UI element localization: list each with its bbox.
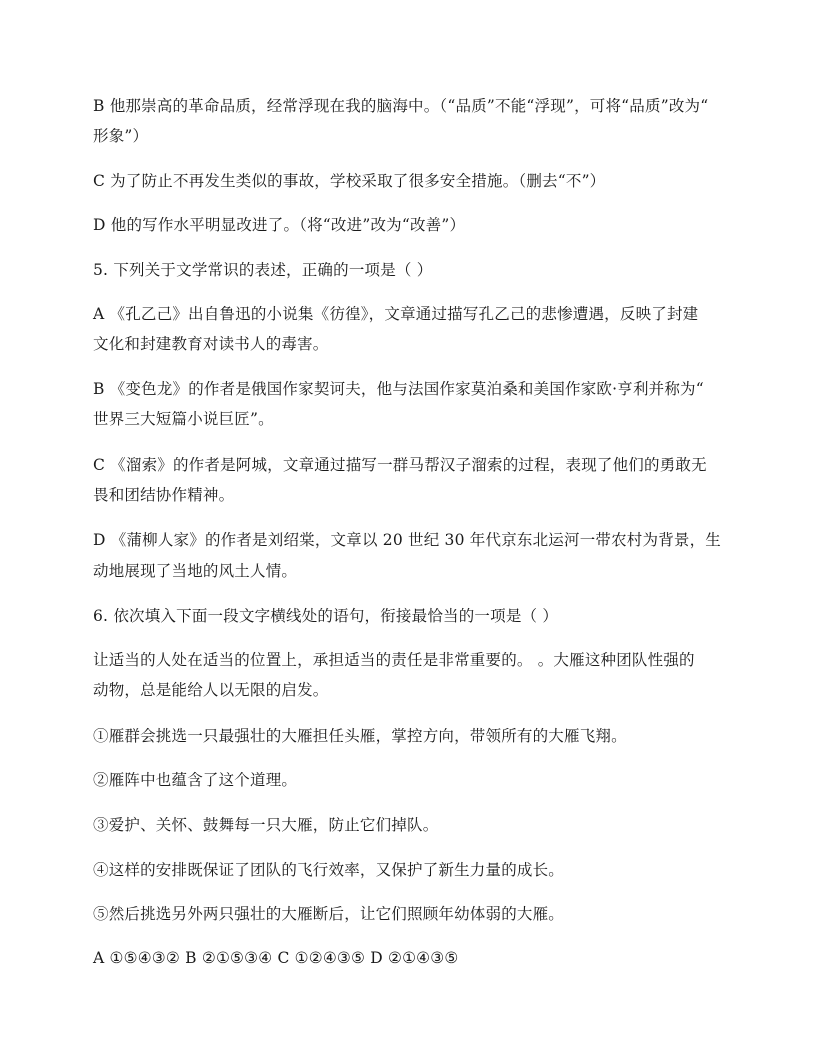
q5-option-d-line2: 动地展现了当地的风土人情。 [93, 562, 298, 580]
q5-option-a-line1: A 《孔乙己》出自鲁迅的小说集《彷徨》，文章通过描写孔乙己的悲惨遭遇，反映了封建 [93, 305, 699, 323]
q5-option-c-line2: 畏和团结协作精神。 [93, 486, 235, 504]
q5-option-c-line1: C 《溜索》的作者是阿城，文章通过描写一群马帮汉子溜索的过程，表现了他们的勇敢无 [93, 456, 707, 474]
q6-sentence-4: ④这样的安排既保证了团队的飞行效率，又保护了新生力量的成长。 [93, 861, 565, 879]
q5-option-a-line2: 文化和封建教育对读书人的毒害。 [93, 335, 329, 353]
q5-option-d-line1: D 《蒲柳人家》的作者是刘绍棠，文章以 20 世纪 30 年代京东北运河一带农村为背景，生 [93, 531, 722, 549]
q6-sentence-1: ①雁群会挑选一只最强壮的大雁担任头雁，掌控方向，带领所有的大雁飞翔。 [93, 727, 627, 745]
q6-passage-line1: 让适当的人处在适当的位置上，承担适当的责任是非常重要的。 。大雁这种团队性强的 [93, 651, 695, 669]
q6-sentence-3: ③爱护、关怀、鼓舞每一只大雁，防止它们掉队。 [93, 816, 439, 834]
q4-option-c: C 为了防止不再发生类似的事故，学校采取了很多安全措施。（删去“不”） [93, 172, 606, 190]
q6-passage-line2: 动物，总是能给人以无限的启发。 [93, 681, 329, 699]
q6-options: A ①⑤④③② B ②①⑤③④ C ①②④③⑤ D ②①④③⑤ [93, 949, 459, 967]
q6-stem: 6. 依次填入下面一段文字横线处的语句，衔接最恰当的一项是（ ） [93, 607, 559, 625]
q6-sentence-5: ⑤然后挑选另外两只强壮的大雁断后，让它们照顾年幼体弱的大雁。 [93, 905, 565, 923]
q4-option-b-line1: B 他那崇高的革命品质，经常浮现在我的脑海中。（“品质”不能“浮现”，可将“品质”改为“ [93, 97, 709, 115]
q4-option-b-line2: 形象”） [93, 127, 149, 145]
q5-stem: 5. 下列关于文学常识的表述，正确的一项是（ ） [93, 261, 433, 279]
q5-option-b-line1: B 《变色龙》的作者是俄国作家契诃夫，他与法国作家莫泊桑和美国作家欧·亨利并称为“ [93, 380, 704, 398]
q4-option-d: D 他的写作水平明显改进了。（将“改进”改为“改善”） [93, 216, 466, 234]
q6-sentence-2: ②雁阵中也蕴含了这个道理。 [93, 771, 298, 789]
q5-option-b-line2: 世界三大短篇小说巨匠”。 [93, 410, 274, 428]
